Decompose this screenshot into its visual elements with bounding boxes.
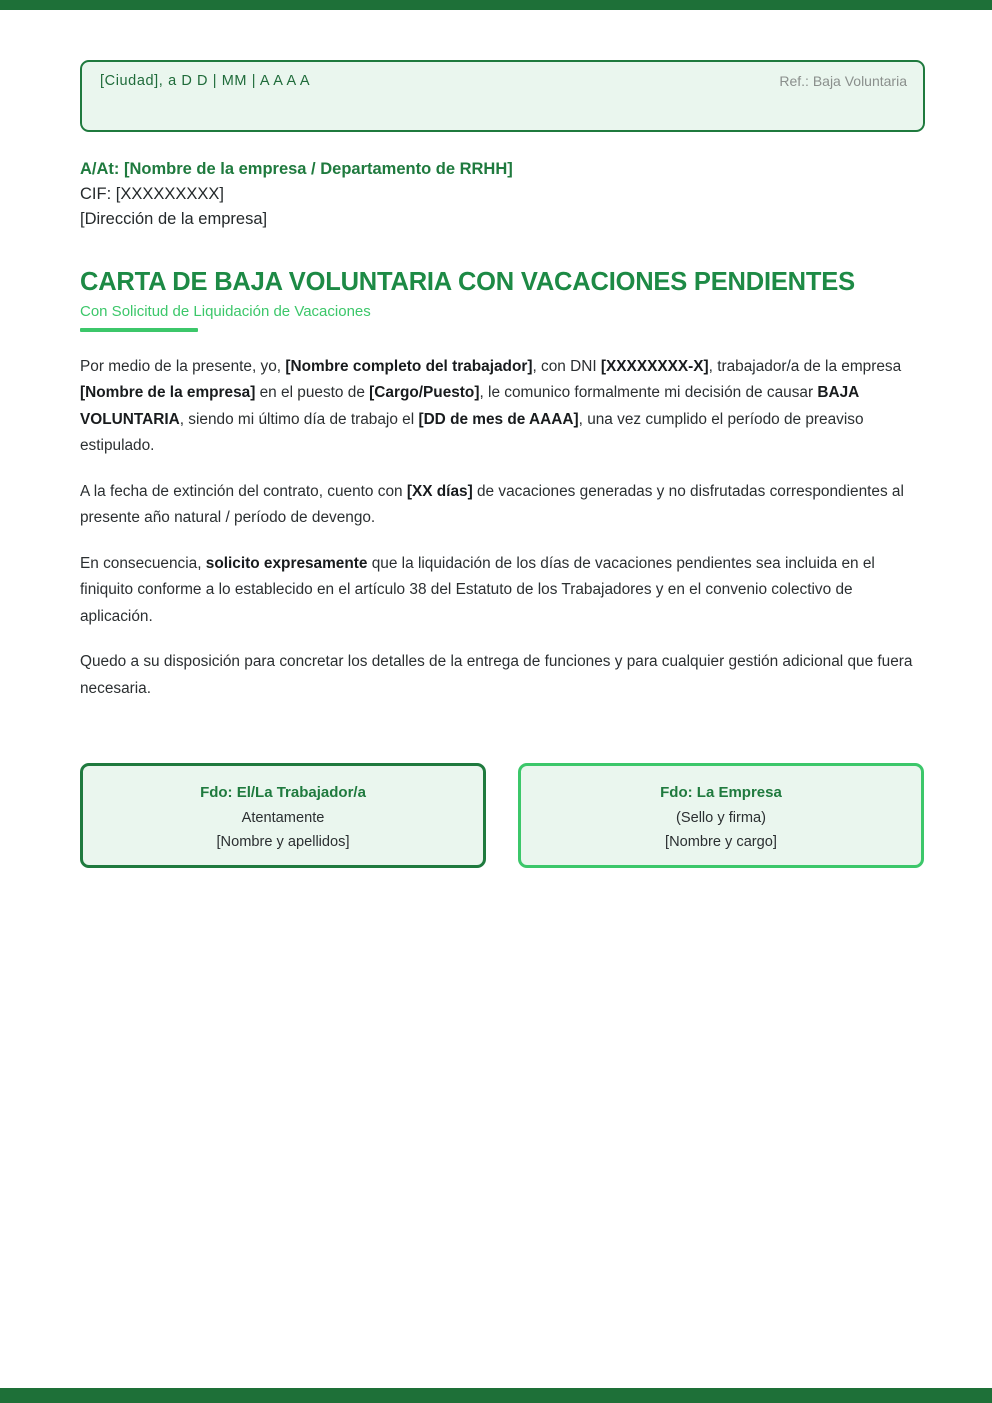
p1-placeholder-last-day: [DD de mes de AAAA] <box>418 410 579 428</box>
p1-placeholder-name: [Nombre completo del trabajador] <box>285 357 533 375</box>
p2-text-2: de vacaciones generadas y no disfrutadas correspondientes al presente año natural / período de devengo. <box>80 482 904 527</box>
p3-emphasis-request: solicito expresamente <box>205 554 368 572</box>
p1-placeholder-company: [Nombre de la empresa] <box>80 384 256 402</box>
recipient-block <box>80 157 992 232</box>
company-signature-line-1: (Sello y firma) <box>675 809 766 826</box>
document-meta-box <box>80 60 925 132</box>
recipient-cif-line: CIF: [XXXXXXXXX] <box>80 185 224 204</box>
paragraph-4 <box>80 649 925 702</box>
recipient-address-line: [Dirección de la empresa] <box>80 210 268 229</box>
page-title: CARTA DE BAJA VOLUNTARIA CON VACACIONES PENDIENTES <box>80 268 855 297</box>
date-line: [Ciudad], a D D | MM | A A A A <box>100 73 311 89</box>
paragraph-3 <box>80 551 925 630</box>
p1-emphasis-baja-voluntaria: BAJA VOLUNTARIA <box>80 384 859 428</box>
p1-text-7: , una vez cumplido el período de preaviso estipulado. <box>80 410 864 455</box>
p1-text-1: Por medio de la presente, yo, <box>80 357 286 375</box>
recipient-to-line: A/At: [Nombre de la empresa / Departamento de RRHH] <box>80 160 513 178</box>
worker-signature-line-1: Atentamente <box>241 809 325 826</box>
p1-text-3: , trabajador/a de la empresa <box>708 357 902 375</box>
p1-text-5: , le comunico formalmente mi decisión de causar <box>479 384 818 402</box>
p4-text-1: Quedo a su disposición para concretar los detalles de la entrega de funciones y para cualquier gestión adicional que fuera necesaria. <box>80 653 913 697</box>
page-subtitle: Con Solicitud de Liquidación de Vacaciones <box>80 302 371 320</box>
reference-label: Ref.: Baja Voluntaria <box>779 73 907 89</box>
document-body <box>80 354 925 702</box>
p3-text-2: que la liquidación de los días de vacaciones pendientes sea incluida en el finiquito conforme a lo establecido en el artículo 38 del Estatuto de los Trabajadores y en el convenio colectivo de aplicación. <box>80 554 875 625</box>
p3-text-1: En consecuencia, <box>80 554 206 572</box>
p1-text-2: , con DNI <box>532 357 601 375</box>
worker-signature-title: Fdo: El/La Trabajador/a <box>200 783 366 801</box>
paragraph-1 <box>80 354 925 460</box>
signature-box-company <box>518 763 924 868</box>
paragraph-2 <box>80 479 925 532</box>
company-signature-title: Fdo: La Empresa <box>660 783 782 801</box>
signature-box-worker <box>80 763 486 868</box>
bottom-accent-bar <box>0 1388 992 1403</box>
p1-placeholder-position: [Cargo/Puesto] <box>369 384 480 402</box>
document-page <box>0 10 992 868</box>
p2-placeholder-days: [XX días] <box>406 482 473 500</box>
worker-signature-line-2: [Nombre y apellidos] <box>216 833 350 850</box>
p1-placeholder-dni: [XXXXXXXX-X] <box>600 357 709 375</box>
signature-row <box>80 763 992 868</box>
p1-text-6: , siendo mi último día de trabajo el <box>179 410 419 428</box>
p2-text-1: A la fecha de extinción del contrato, cuento con <box>80 482 407 500</box>
document-heading <box>80 268 992 332</box>
title-underline-rule <box>80 328 198 332</box>
company-signature-line-2: [Nombre y cargo] <box>665 833 777 850</box>
top-accent-bar <box>0 0 992 10</box>
p1-text-4: en el puesto de <box>255 384 370 402</box>
